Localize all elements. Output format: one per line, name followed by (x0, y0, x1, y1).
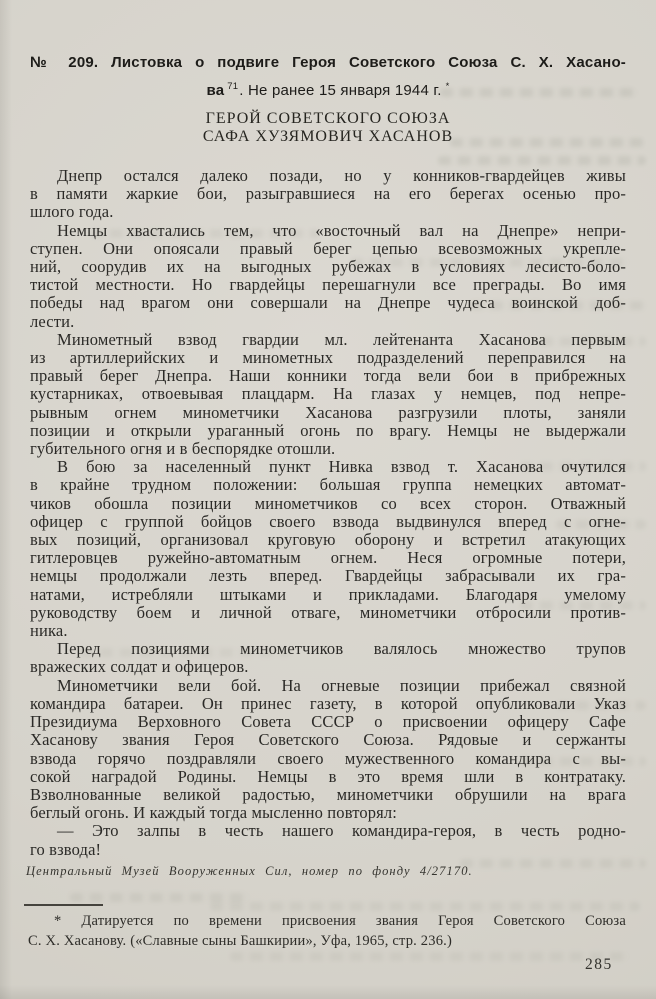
text-line: руководству боем и личной отваге, минометчики отбросили против- (30, 602, 626, 622)
text-line: Днепр остался далеко позади, но у конников-гвардейцев живы (57, 166, 626, 185)
text-line: Минометный взвод гвардии мл. лейтенанта Хасанова первым (57, 329, 626, 349)
text-line: ступен. Они опоясали правый берег цепью всевозможных укрепле- (30, 238, 626, 258)
text-line: гитлеровцев ружейно-автоматным огнем. Неся огромные потери, (30, 548, 626, 568)
text-line: вражеских солдат и офицеров. (30, 657, 249, 677)
text-line: победы над врагом они совершали на Днепре чудеса воинской доб- (30, 293, 626, 313)
text-line: ника. (30, 621, 68, 641)
heading-date: . Не ранее 15 января 1944 г. (239, 82, 442, 99)
paragraph-2 (30, 222, 626, 331)
heading-line-1: № 209. Листовка о подвиге Героя Советского Союза С. Х. Хасано- (30, 54, 626, 71)
title-line-2: САФА ХУЗЯМОВИЧ ХАСАНОВ (202, 127, 454, 145)
text-line: Немцы хвастались тем, что «восточный вал на Днепре» непри- (57, 220, 626, 240)
paragraph-3 (30, 331, 626, 458)
text-line: Взволнованные великой радостью, минометчики обрушили на врага (30, 784, 626, 804)
text-line: лести. (30, 311, 75, 331)
text-line: губительного огня и в беспорядке отошли. (30, 439, 336, 459)
paragraph-7 (30, 822, 626, 858)
paragraph-4 (30, 458, 626, 640)
text-line: вых позиций, организовал круговую оборону и встретил атакующих (30, 530, 626, 550)
text-line: тистой местности. Но гвардейцы перешагнули все преграды. Во имя (30, 275, 626, 295)
text-line: * Датируется по времени присвоения звания Героя Советского Союза (54, 913, 626, 929)
text-line: кустарниках, отвоевывая плацдарм. На глазах у немцев, под непре- (30, 384, 626, 404)
text-line: Минометчики вели бой. На огневые позиции прибежал связной (57, 675, 626, 695)
footnote-asterisk-marker: * (445, 81, 450, 92)
text-line: шлого года. (30, 202, 114, 222)
text-line: из артиллерийских и минометных подразделений переправился на (30, 348, 626, 368)
text-line: немцы продолжали лезть вперед. Гвардейцы забрасывали их гра- (30, 566, 626, 586)
text-line: Хасанову звания Героя Советского Союза. Рядовые и сержанты (30, 730, 626, 750)
footnote-reference-number: 71 (227, 81, 239, 92)
title-line-1: ГЕРОЙ СОВЕТСКОГО СОЮЗА (205, 110, 451, 127)
text-line: — Это залпы в честь нашего командира-героя, в честь родно- (57, 821, 626, 841)
archival-source-line: Центральный Музей Вооруженных Сил, номер по фонду 4/27170. (26, 864, 473, 878)
text-line: командира батареи. Он принес газету, в которой опубликовали Указ (30, 693, 626, 713)
text-line: офицер с группой бойцов своего взвода выдвинулся вперед с огне- (30, 511, 626, 531)
text-line: ний, соорудив их на выгодных рубежах в условиях лесисто-боло- (30, 257, 626, 277)
document-title (30, 110, 626, 145)
text-line: сокой наградой Родины. Немцы в это время шли в контратаку. (30, 766, 626, 786)
paragraph-1 (30, 167, 626, 222)
footnote (28, 912, 626, 951)
text-line: В бою за населенный пункт Нивка взвод т. Хасанова очутился (57, 457, 626, 477)
footnote-separator-rule (24, 904, 103, 906)
text-line: взвода горячо поздравляли своего мужественного командира с вы- (30, 748, 626, 768)
text-line: го взвода! (30, 839, 102, 859)
paragraph-6 (30, 677, 626, 823)
text-line: С. Х. Хасанову. («Славные сыны Башкирии», Уфа, 1965, стр. 236.) (28, 932, 452, 949)
text-line: рывным огнем минометчики Хасанова разгрузили плоты, заняли (30, 402, 626, 422)
text-line: натами, истребляли штыками и прикладами. Благодаря умелому (30, 584, 626, 604)
document-body (30, 167, 626, 859)
text-line: Президиума Верховного Совета СССР о присвоении офицеру Сафе (30, 712, 626, 732)
paragraph-5 (30, 640, 626, 676)
document-heading (30, 51, 626, 102)
text-line: чиков обошла позиции минометчиков со всех сторон. Отважный (30, 493, 626, 513)
page-number: 285 (585, 956, 613, 973)
heading-continuation: ва (206, 82, 225, 99)
text-line: в крайне трудном положении: большая группа немецких автомат- (30, 475, 626, 495)
text-line: в памяти жаркие бои, разыгравшиеся на его берегах осенью про- (30, 184, 626, 204)
heading-line-2 (30, 75, 626, 102)
text-line: беглый огонь. И каждый тогда мысленно повторял: (30, 803, 398, 823)
text-line: позиции и открыли ураганный огонь по врагу. Немцы не выдержали (30, 420, 626, 440)
text-line: правый берег Днепра. Наши конники тогда вели бои в прибрежных (30, 366, 626, 386)
text-line: Перед позициями минометчиков валялось множество трупов (57, 639, 626, 659)
